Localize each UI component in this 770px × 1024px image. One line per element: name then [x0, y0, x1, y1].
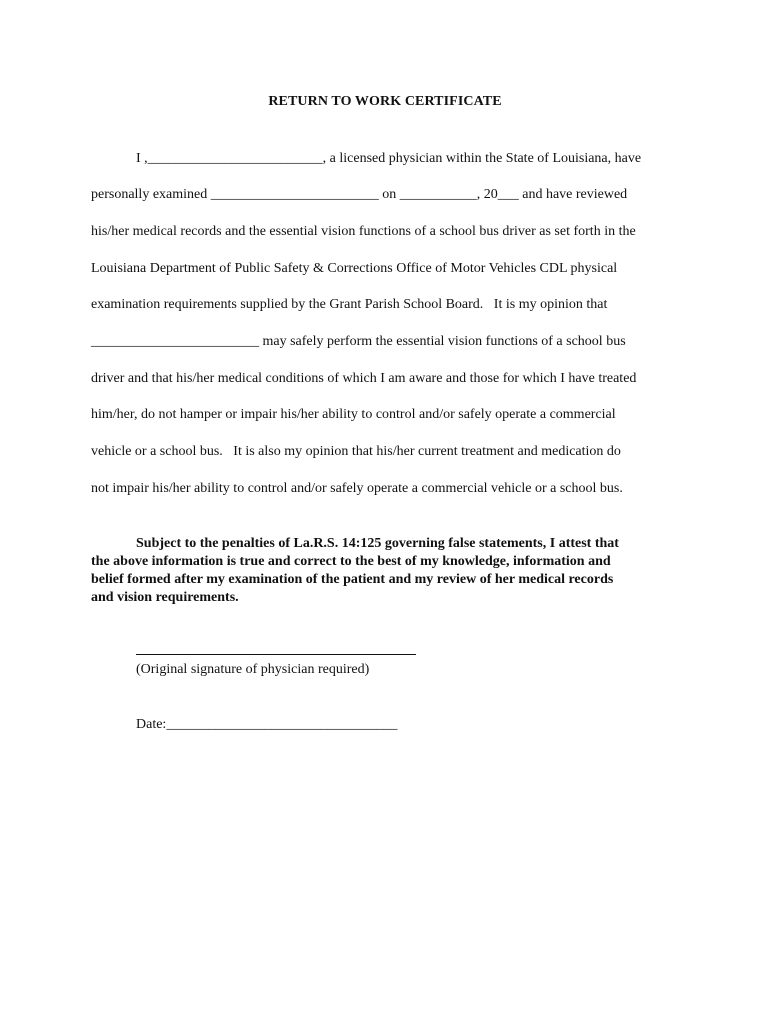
body-line-10: not impair his/her ability to control and/or safely operate a commercial vehicle or a school bus. [91, 481, 623, 496]
body-line-5: examination requirements supplied by the Grant Parish School Board. It is my opinion that [91, 297, 608, 312]
body-line-2: personally examined ________________________ on ___________, 20___ and have reviewed [91, 187, 628, 202]
body-line-3: his/her medical records and the essential vision functions of a school bus driver as set forth in the [91, 224, 636, 239]
body-line-4: Louisiana Department of Public Safety & Corrections Office of Motor Vehicles CDL physical [91, 261, 618, 276]
body-line-6: ________________________ may safely perform the essential vision functions of a school bus [91, 334, 626, 349]
page-title: RETURN TO WORK CERTIFICATE [268, 94, 502, 109]
body-line-8: him/her, do not hamper or impair his/her ability to control and/or safely operate a commercial [91, 407, 616, 422]
body-line-1: I ,_________________________, a licensed physician within the State of Louisiana, have [136, 151, 642, 166]
attestation-line-1: Subject to the penalties of La.R.S. 14:125 governing false statements, I attest that [136, 536, 619, 551]
attestation-line-4: and vision requirements. [91, 590, 239, 605]
body-line-9: vehicle or a school bus. It is also my opinion that his/her current treatment and medication do [91, 444, 621, 459]
signature-caption: (Original signature of physician required) [136, 662, 370, 677]
body-line-7: driver and that his/her medical conditions of which I am aware and those for which I have treated [91, 371, 637, 386]
attestation-line-2: the above information is true and correct to the best of my knowledge, information and [91, 554, 611, 569]
date-field[interactable]: Date:_________________________________ [136, 717, 398, 732]
signature-line[interactable] [136, 654, 416, 655]
attestation-line-3: belief formed after my examination of the patient and my review of her medical records [91, 572, 614, 587]
